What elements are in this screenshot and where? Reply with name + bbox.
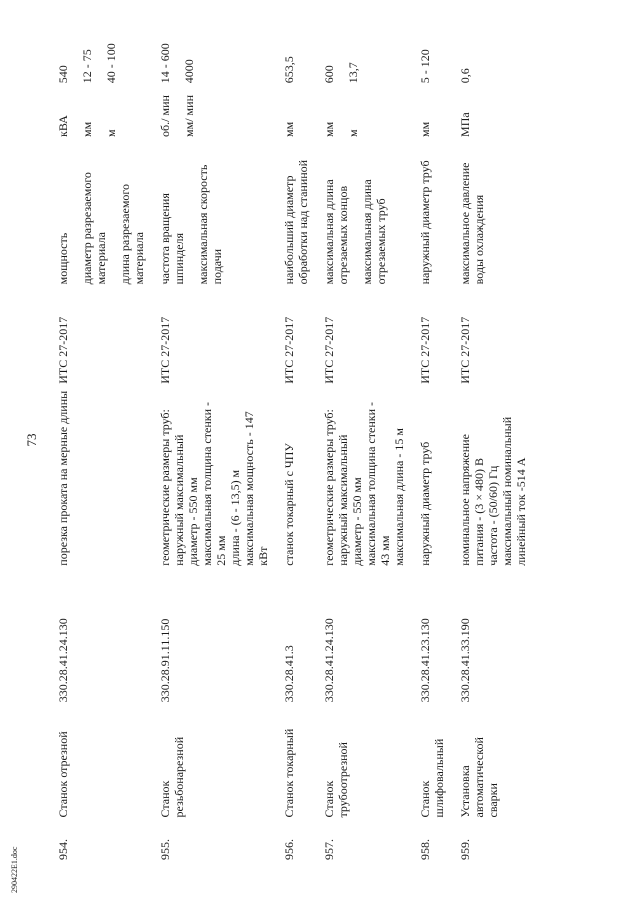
- equipment-description: максимальный номинальный линейный ток -514 А: [500, 416, 528, 566]
- parameter-name: максимальная скорость подачи: [196, 164, 224, 285]
- table-row: [50, 20, 152, 860]
- table-row: [152, 20, 276, 860]
- parameter-name: мощность: [56, 232, 70, 285]
- equipment-name-cell: [152, 702, 276, 817]
- footer-filename: 290422E1.doc: [10, 846, 19, 893]
- row-number: 958.: [418, 839, 432, 860]
- equipment-name: Станок отрезной: [56, 731, 70, 818]
- equipment-name-cell: [412, 702, 452, 817]
- row-number: 959.: [458, 839, 472, 860]
- row-number-cell: [152, 817, 276, 860]
- rotated-page: [20, 20, 620, 860]
- standard-reference: ИТС 27-2017: [322, 316, 336, 384]
- equipment-description: геометрические размеры труб: наружный максимальный диаметр - 550 мм: [322, 409, 364, 566]
- parameter-value: 40 - 100: [104, 43, 118, 84]
- row-number-cell: [276, 817, 316, 860]
- table-row: [412, 20, 452, 860]
- equipment-name-cell: [50, 702, 152, 817]
- page-number: 73: [24, 433, 39, 447]
- parameter-name: частота вращения шпинделя: [158, 193, 186, 285]
- equipment-description: геометрические размеры труб: наружный максимальный диаметр - 550 мм: [158, 409, 200, 566]
- parameter-value: 12 - 75: [80, 49, 94, 84]
- equipment-code: 330.28.41.33.190: [458, 618, 472, 703]
- equipment-description-cell: [316, 384, 412, 566]
- standard-reference: ИТС 27-2017: [282, 316, 296, 384]
- standard-reference-cell: [50, 284, 152, 383]
- table-row: [452, 20, 534, 860]
- parameter-unit: м: [104, 129, 118, 137]
- row-number: 954.: [56, 839, 70, 860]
- table-row: [276, 20, 316, 860]
- row-number: 957.: [322, 839, 336, 860]
- equipment-table-body: [50, 20, 534, 860]
- equipment-code-cell: [412, 566, 452, 703]
- parameter-unit: м: [346, 129, 360, 137]
- equipment-code-cell: [50, 566, 152, 703]
- parameter-name: наибольший диаметр обработки над станиной: [282, 159, 310, 285]
- parameter-unit-cell: [50, 83, 152, 137]
- parameter-value-cell: [276, 20, 316, 83]
- row-number: 956.: [282, 839, 296, 860]
- row-number-cell: [452, 817, 534, 860]
- equipment-description: максимальная толщина стенки - 43 мм: [364, 402, 392, 566]
- equipment-name: Станок трубоотрезной: [322, 742, 350, 818]
- parameter-name-cell: [412, 137, 452, 284]
- parameter-name-cell: [316, 137, 412, 284]
- parameter-value-cell: [152, 20, 276, 83]
- parameter-value-cell: [412, 20, 452, 83]
- equipment-code: 330.28.41.24.130: [56, 618, 70, 703]
- equipment-code: 330.28.41.24.130: [322, 618, 336, 703]
- standard-reference-cell: [152, 284, 276, 383]
- equipment-name: Установка автоматической сварки: [458, 737, 500, 818]
- parameter-value: 600: [322, 65, 336, 84]
- table-row: [316, 20, 412, 860]
- equipment-description: частота - (50/60) Гц: [486, 465, 500, 566]
- equipment-description-cell: [152, 384, 276, 566]
- parameter-unit: мм: [282, 121, 296, 137]
- standard-reference: ИТС 27-2017: [56, 316, 70, 384]
- parameter-name-cell: [152, 137, 276, 284]
- equipment-code: 330.28.41.3: [282, 645, 296, 703]
- parameter-unit-cell: [412, 83, 452, 137]
- equipment-description: порезка проката на мерные длины: [56, 390, 70, 566]
- parameter-name: максимальная длина отрезаемых концов: [322, 179, 350, 285]
- equipment-description-cell: [452, 384, 534, 566]
- equipment-code-cell: [316, 566, 412, 703]
- equipment-code-cell: [452, 566, 534, 703]
- equipment-code-cell: [152, 566, 276, 703]
- parameter-unit: МПа: [458, 112, 472, 137]
- parameter-unit-cell: [276, 83, 316, 137]
- standard-reference-cell: [316, 284, 412, 383]
- parameter-unit: кВА: [56, 115, 70, 137]
- equipment-name: Станок шлифовальный: [418, 738, 446, 818]
- parameter-name: наружный диаметр труб: [418, 160, 432, 285]
- parameter-unit: мм: [322, 121, 336, 137]
- equipment-description-cell: [276, 384, 316, 566]
- equipment-code-cell: [276, 566, 316, 703]
- parameter-value-cell: [452, 20, 534, 83]
- parameter-value: 653,5: [282, 56, 296, 84]
- standard-reference: ИТС 27-2017: [158, 316, 172, 384]
- parameter-value: 4000: [182, 59, 196, 84]
- equipment-name: Станок резьбонарезной: [158, 736, 186, 818]
- row-number-cell: [50, 817, 152, 860]
- parameter-unit: мм/ мин: [182, 95, 196, 137]
- equipment-table: [50, 20, 534, 860]
- parameter-value-cell: [316, 20, 412, 83]
- row-number: 955.: [158, 839, 172, 860]
- equipment-description: максимальная длина - 15 м: [392, 428, 406, 566]
- standard-reference: ИТС 27-2017: [458, 316, 472, 384]
- parameter-value-cell: [50, 20, 152, 83]
- equipment-name-cell: [452, 702, 534, 817]
- parameter-value: 0,6: [458, 68, 472, 84]
- parameter-value: 14 - 600: [158, 43, 172, 84]
- parameter-unit-cell: [316, 83, 412, 137]
- equipment-name: Станок токарный: [282, 728, 296, 818]
- equipment-code: 330.28.91.11.150: [158, 618, 172, 703]
- equipment-name-cell: [316, 702, 412, 817]
- standard-reference-cell: [452, 284, 534, 383]
- parameter-value: 540: [56, 65, 70, 84]
- parameter-unit: мм: [418, 121, 432, 137]
- parameter-unit-cell: [152, 83, 276, 137]
- standard-reference: ИТС 27-2017: [418, 316, 432, 384]
- parameter-name: длина разрезаемого материала: [118, 183, 146, 285]
- parameter-name: максимальная длина отрезаемых труб: [360, 179, 388, 285]
- parameter-unit: мм: [80, 121, 94, 137]
- equipment-description: номинальное напряжение питания - (3 × 480) В: [458, 434, 486, 566]
- equipment-description: длина - (6 - 13,5) м: [228, 469, 242, 566]
- equipment-name-cell: [276, 702, 316, 817]
- parameter-name: диаметр разрезаемого материала: [80, 172, 108, 285]
- parameter-unit: об./ мин: [158, 95, 172, 137]
- parameter-unit-cell: [452, 83, 534, 137]
- standard-reference-cell: [276, 284, 316, 383]
- parameter-name: максимальное давление воды охлаждения: [458, 162, 486, 285]
- equipment-description-cell: [412, 384, 452, 566]
- parameter-name-cell: [452, 137, 534, 284]
- parameter-value: 13,7: [346, 62, 360, 84]
- equipment-description: наружный диаметр труб: [418, 441, 432, 566]
- row-number-cell: [412, 817, 452, 860]
- row-number-cell: [316, 817, 412, 860]
- equipment-description: максимальная толщина стенки - 25 мм: [200, 402, 228, 566]
- equipment-description: станок токарный с ЧПУ: [282, 443, 296, 566]
- equipment-code: 330.28.41.23.130: [418, 618, 432, 703]
- standard-reference-cell: [412, 284, 452, 383]
- parameter-name-cell: [276, 137, 316, 284]
- parameter-name-cell: [50, 137, 152, 284]
- equipment-description: максимальная мощность - 147 кВт: [242, 411, 270, 566]
- equipment-description-cell: [50, 384, 152, 566]
- parameter-value: 5 - 120: [418, 49, 432, 84]
